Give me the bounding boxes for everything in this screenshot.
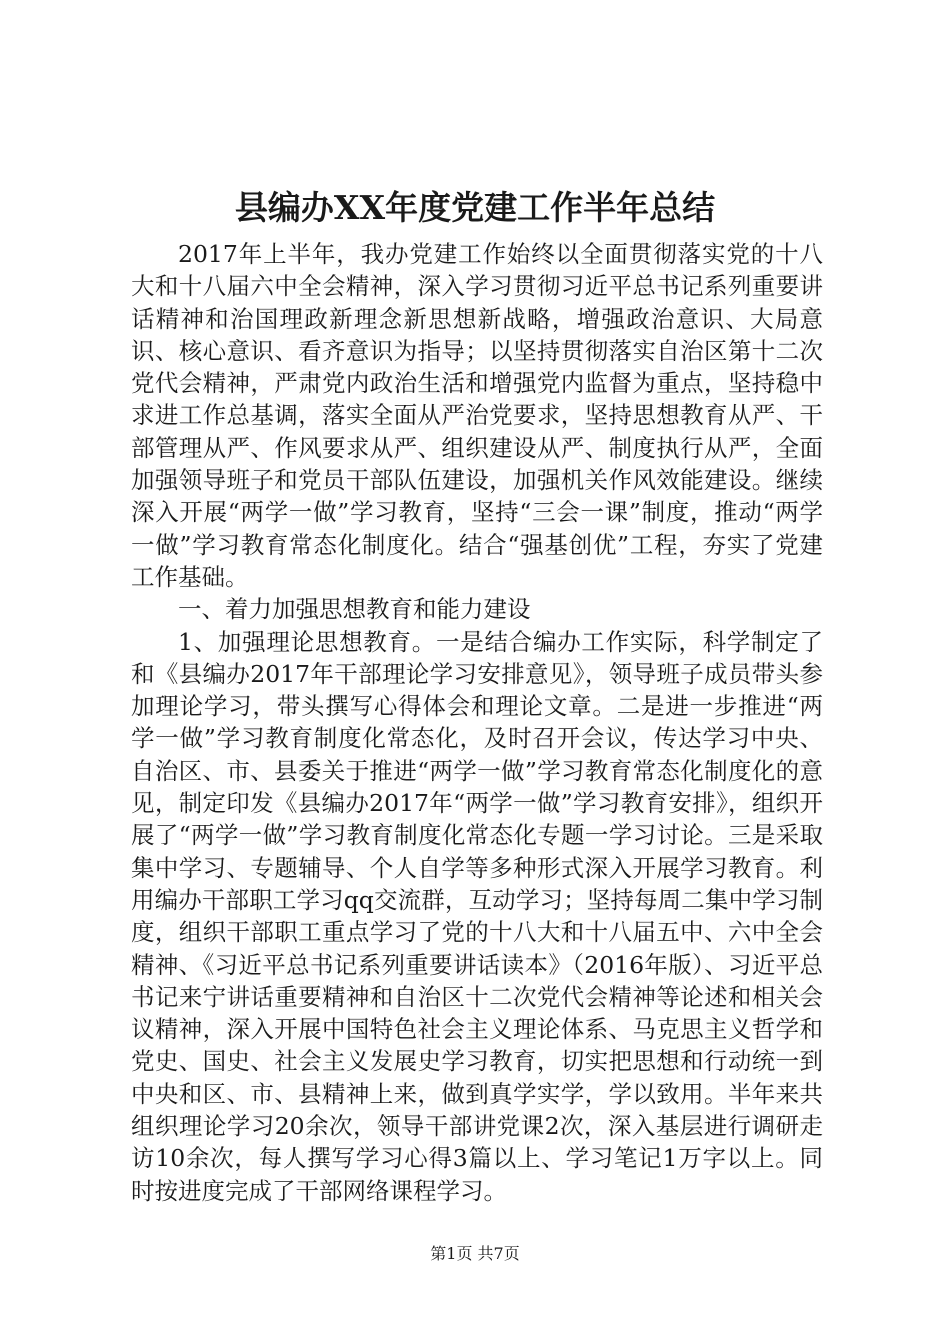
document-body bbox=[131, 238, 823, 1207]
document-title: 县编办XX年度党建工作半年总结 bbox=[234, 188, 716, 227]
paragraph-intro: 2017年上半年，我办党建工作始终以全面贯彻落实党的十八大和十八届六中全会精神，深入学习贯彻习近平总书记系列重要讲话精神和治国理政新理念新思想新战略，增强政治意识、大局意识、核心意识、看齐意识为指导；以坚持贯彻落实自治区第十二次党代会精神，严肃党内政治生活和增强党内监督为重点，坚持稳中求进工作总基调，落实全面从严治党要求，坚持思想教育从严、干部管理从严、作风要求从严、组织建设从严、制度执行从严，全面加强领导班子和党员干部队伍建设，加强机关作风效能建设。继续深入开展“两学一做”学习教育，坚持“三会一课”制度，推动“两学一做”学习教育常态化制度化。结合“强基创优”工程，夯实了党建工作基础。 bbox=[131, 240, 823, 591]
paragraph-theory-education: 1、加强理论思想教育。一是结合编办工作实际，科学制定了和《县编办2017年干部理论学习安排意见》，领导班子成员带头参加理论学习，带头撰写心得体会和理论文章。二是进一步推进“两学一做”学习教育制度化常态化，及时召开会议，传达学习中央、自治区、市、县委关于推进“两学一做”学习教育常态化制度化的意见，制定印发《县编办2017年“两学一做”学习教育安排》，组织开展了“两学一做”学习教育制度化常态化专题一学习讨论。三是采取集中学习、专题辅导、个人自学等多种形式深入开展学习教育。利用编办干部职工学习qq交流群，互动学习；坚持每周二集中学习制度，组织干部职工重点学习了党的十八大和十八届五中、六中全会精神、《习近平总书记系列重要讲话读本》（2016年版）、习近平总书记来宁讲话重要精神和自治区十二次党代会精神等论述和相关会议精神，深入开展中国特色社会主义理论体系、马克思主义哲学和党史、国史、社会主义发展史学习教育，切实把思想和行动统一到中央和区、市、县精神上来，做到真学实学，学以致用。半年来共组织理论学习20余次，领导干部讲党课2次，深入基层进行调研走访10余次，每人撰写学习心得3篇以上、学习笔记1万字以上。同时按进度完成了干部网络课程学习。 bbox=[131, 627, 823, 1205]
section-heading-1: 一、着力加强思想教育和能力建设 bbox=[178, 595, 531, 624]
page-number-footer: 第1页 共7页 bbox=[430, 1244, 520, 1263]
